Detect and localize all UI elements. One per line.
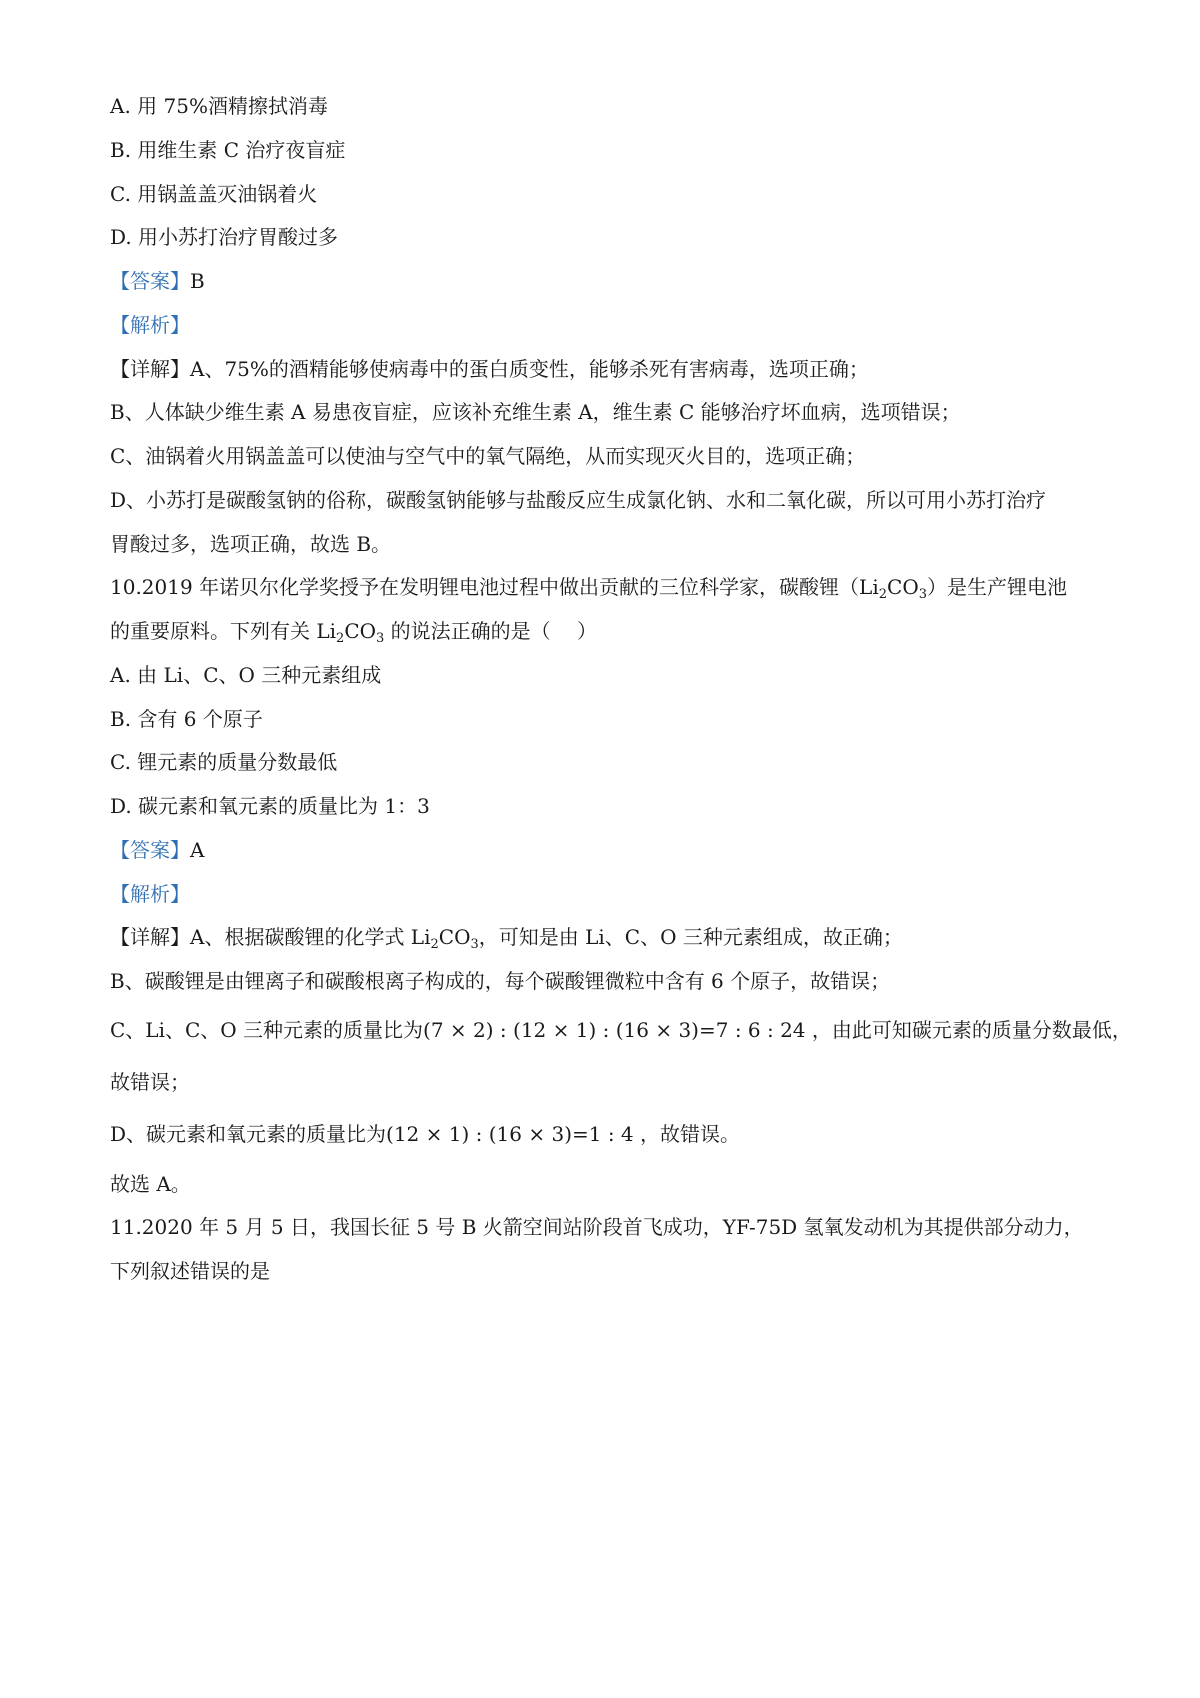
q9-answer [110,267,1100,295]
q9-option-c: C. 用锅盖盖灭油锅着火 [110,182,318,206]
q9-option-b: B. 用维生素 C 治疗夜盲症 [110,138,346,162]
q10-stem-text: 的说法正确的是（ ） [384,619,598,643]
q10-stem-line2 [110,617,1100,645]
subscript: 2 [430,937,439,952]
subscript: 2 [336,631,345,646]
q10-detail-c: C、Li、C、O 三种元素的质量比为(7 × 2) : (12 × 1) : (16 × 3)=7 : 6 : 24 ，由此可知碳元素的质量分数最低， [110,1018,1132,1042]
q10-detail-b: B、碳酸锂是由锂离子和碳酸根离子构成的，每个碳酸锂微粒中含有 6 个原子，故错误； [110,969,891,993]
q10-detail-text: CO [438,925,471,949]
q10-option-a: A. 由 Li、C、O 三种元素组成 [110,663,382,687]
answer-tag: 【答案】 [110,269,190,293]
q9-detail-a: 【详解】A、75%的酒精能够使病毒中的蛋白质变性，能够杀死有害病毒，选项正确； [110,357,869,381]
q11-stem-line2: 下列叙述错误的是 [110,1259,270,1283]
q10-stem-line1 [110,573,1100,601]
q10-option-c: C. 锂元素的质量分数最低 [110,750,338,774]
q11-stem-line1: 11.2020 年 5 月 5 日，我国长征 5 号 B 火箭空间站阶段首飞成功，YF-75D 氢氧发动机为其提供部分动力， [110,1215,1084,1239]
subscript: 3 [918,587,928,602]
q10-stem-text: CO [887,575,919,599]
q9-detail-c: C、油锅着火用锅盖盖可以使油与空气中的氧气隔绝，从而实现灭火目的，选项正确； [110,444,866,468]
q10-detail-a [110,923,1100,951]
q10-option-d: D. 碳元素和氧元素的质量比为 1：3 [110,794,430,818]
q10-stem-text: 10.2019 年诺贝尔化学奖授予在发明锂电池过程中做出贡献的三位科学家，碳酸锂（Li [110,575,879,599]
q9-detail-d-cont: 胃酸过多，选项正确，故选 B。 [110,532,392,556]
answer-value: A [190,838,205,862]
q10-stem-text: ）是生产锂电池 [927,575,1068,599]
q10-answer [110,836,1100,864]
q9-detail-d: D、小苏打是碳酸氢钠的俗称，碳酸氢钠能够与盐酸反应生成氯化钠、水和二氧化碳，所以可用小苏打治疗 [110,488,1047,512]
q9-analysis-tag: 【解析】 [110,313,190,337]
q10-analysis-tag: 【解析】 [110,882,190,906]
q10-detail-text: 【详解】A、根据碳酸锂的化学式 Li [110,925,431,949]
q9-detail-b: B、人体缺少维生素 A 易患夜盲症，应该补充维生素 A，维生素 C 能够治疗坏血病，选项错误； [110,400,961,424]
q10-detail-c-cont: 故错误； [110,1070,190,1094]
answer-tag: 【答案】 [110,838,190,862]
q10-stem-text: CO [344,619,377,643]
subscript: 2 [878,587,888,602]
q9-option-a: A. 用 75%酒精擦拭消毒 [110,94,328,118]
subscript: 3 [470,937,479,952]
q10-conclusion: 故选 A。 [110,1172,191,1196]
q9-option-d: D. 用小苏打治疗胃酸过多 [110,225,339,249]
q10-detail-text: ，可知是由 Li、C、O 三种元素组成，故正确； [478,925,903,949]
q10-detail-d: D、碳元素和氧元素的质量比为(12 × 1) : (16 × 3)=1 : 4 ，故错误。 [110,1122,741,1146]
answer-value: B [190,269,205,293]
q10-stem-text: 的重要原料。下列有关 Li [110,619,337,643]
subscript: 3 [376,631,385,646]
q10-option-b: B. 含有 6 个原子 [110,707,263,731]
